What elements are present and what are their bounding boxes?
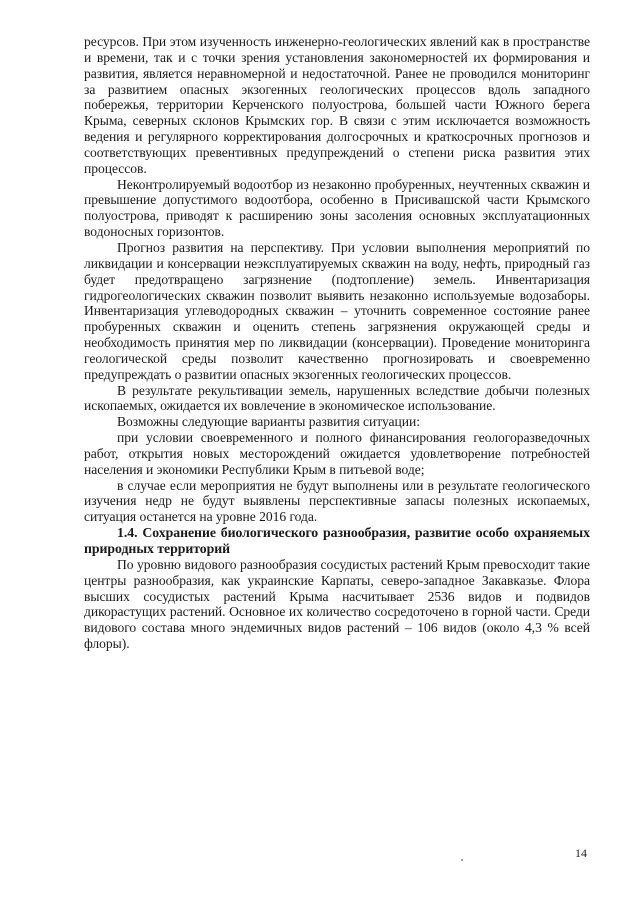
page-number: 14	[575, 846, 587, 860]
scan-speck	[461, 859, 463, 861]
paragraph-5: Возможны следующие варианты развития ситуации:	[117, 414, 420, 430]
paragraph-4: В результате рекультивации земель, нарушенных вследствие добычи полезных ископаемых, ожидается их вовлечение в экономическое использование.	[84, 382, 590, 414]
paragraph-8: По уровню видового разнообразия сосудистых растений Крым превосходит такие центры разнообразия, как украинские Карпаты, северо-западное Закавказье. Флора высших сосудистых растений Крыма насчитывает 2536 видов и подвидов дикорастущих растений. Основное их количество сосредоточено в горной части. Среди видового состава много эндемичных видов растений – 106 видов (около 4,3 % всей флоры).	[84, 556, 590, 652]
paragraph-2: Неконтролируемый водоотбор из незаконно пробуренных, неучтенных скважин и превышение допустимого водоотбора, особенно в Присивашской части Крымского полуострова, приводят к расширению зоны засоления основных эксплуатационных водоносных горизонтов.	[84, 176, 590, 240]
document-page	[84, 34, 590, 652]
paragraph-7: в случае если мероприятия не будут выполнены или в результате геологического изучения недр не будут выявлены перспективные запасы полезных ископаемых, ситуация останется на уровне 2016 года.	[84, 477, 590, 525]
section-heading: 1.4. Сохранение биологического разнообразия, развитие особо охраняемых природных территорий	[84, 525, 590, 556]
paragraph-1: ресурсов. При этом изученность инженерно-геологических явлений как в пространстве и времени, так и с точки зрения установления закономерностей их формирования и развития, является неравномерной и недостаточной. Ранее не проводился мониторинг за развитием опасных экзогенных геологических процессов вдоль западного побережья, территории Керченского полуострова, большей части Южного берега Крыма, северных склонов Крымских гор. В связи с этим исключается возможность ведения и регулярного корректирования долгосрочных и краткосрочных прогнозов и соответствующих превентивных предупреждений о степени риска развития этих процессов.	[84, 34, 590, 176]
paragraph-3: Прогноз развития на перспективу. При условии выполнения мероприятий по ликвидации и консервации неэксплуатируемых скважин на воду, нефть, природный газ будет предотвращено загрязнение (подтопление) земель. Инвентаризация гидрогеологических скважин позволит выявить незаконно используемые водозаборы. Инвентаризация углеводородных скважин – уточнить современное состояние ранее пробуренных скважин и оценить степень загрязнения окружающей среды и необходимость принятия мер по ликвидации (консервации). Проведение мониторинга геологической среды позволит качественно прогнозировать и своевременно предупреждать о развитии опасных экзогенных геологических процессов.	[84, 239, 590, 382]
paragraph-6: при условии своевременного и полного финансирования геологоразведочных работ, открытия новых месторождений ожидается удовлетворение потребностей населения и экономики Республики Крым в питьевой воде;	[84, 430, 590, 477]
